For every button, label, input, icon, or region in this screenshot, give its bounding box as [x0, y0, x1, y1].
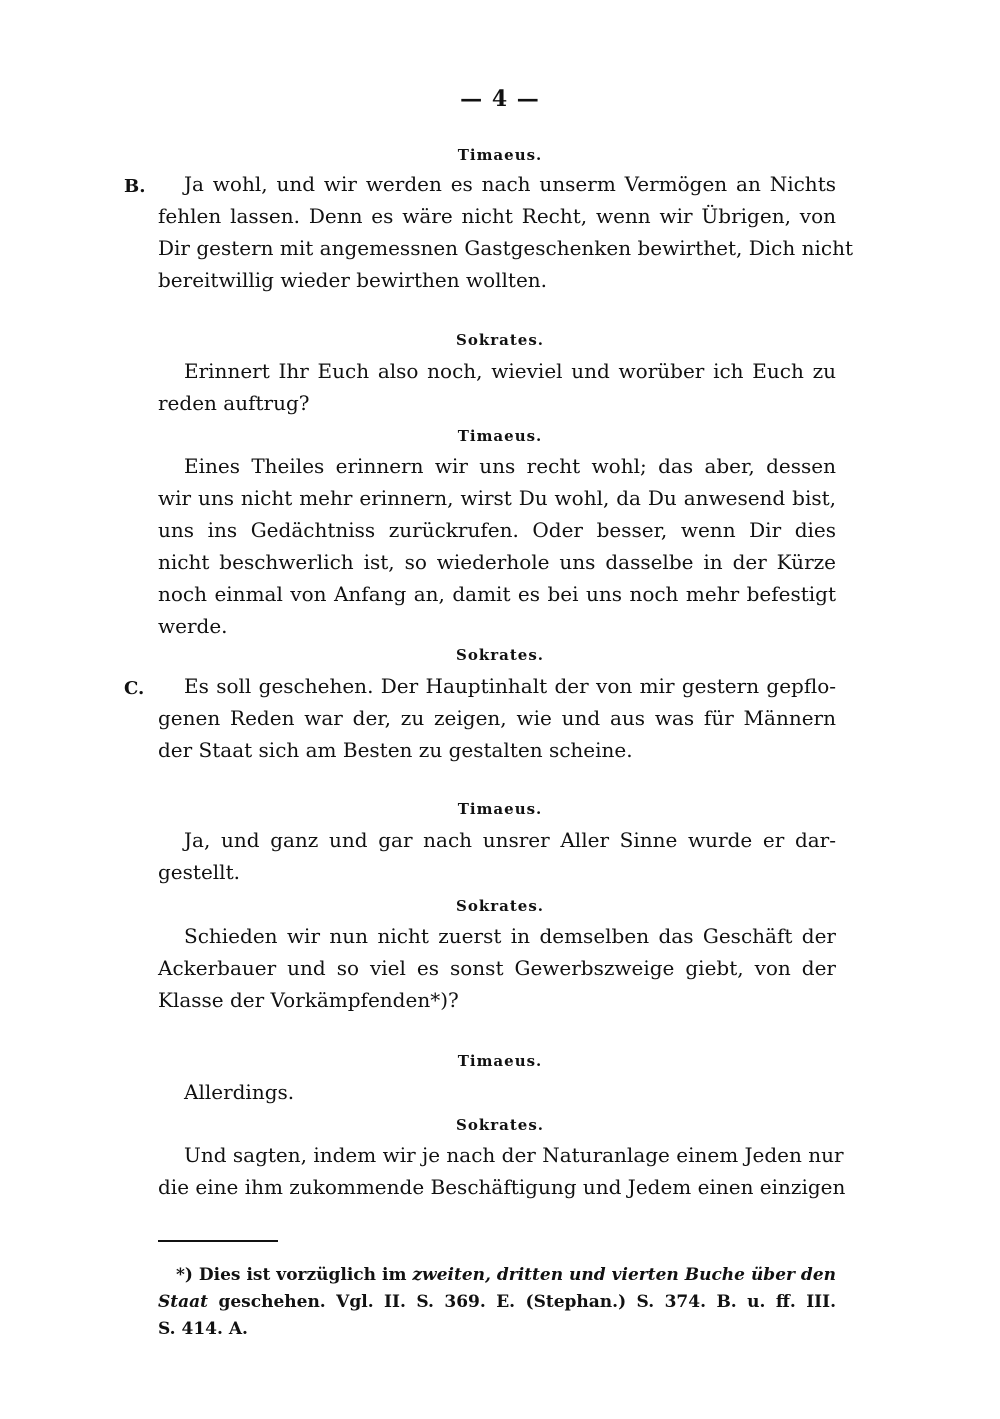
paragraph-7 [158, 1076, 836, 1108]
paragraph-6 [158, 920, 836, 1016]
text-line: Ja, und ganz und gar nach unsrer Aller Sinne wurde er dar- [184, 828, 836, 852]
footnote-rule [158, 1240, 278, 1242]
page-number: — 4 — [460, 86, 540, 112]
text-line: Dir gestern mit angemessnen Gastgeschenken bewirthet, Dich nicht [158, 236, 853, 260]
footnote-line [158, 1289, 836, 1316]
text-line: wir uns nicht mehr erinnern, wirst Du wohl, da Du anwesend bist, [158, 486, 836, 510]
footnote-line [158, 1262, 836, 1289]
footnote-line: S. 414. A. [158, 1319, 248, 1339]
text-line: werde. [158, 614, 228, 638]
speaker-label-sokrates: Sokrates. [456, 897, 544, 915]
text-line: Es soll geschehen. Der Hauptinhalt der von mir gestern gepflo- [184, 674, 836, 698]
speaker-label-sokrates: Sokrates. [456, 646, 544, 664]
text-line: Eines Theiles erinnern wir uns recht wohl; das aber, dessen [184, 454, 836, 478]
paragraph-4 [158, 670, 836, 766]
footnote [158, 1262, 836, 1343]
margin-section-b: B. [124, 176, 146, 197]
footnote-italic-text: Staat [158, 1292, 209, 1312]
speaker-label-timaeus: Timaeus. [457, 427, 543, 445]
margin-section-c: C. [124, 678, 145, 699]
text-line: uns ins Gedächtniss zurückrufen. Oder besser, wenn Dir dies [158, 518, 836, 542]
speaker-label-timaeus: Timaeus. [457, 800, 543, 818]
text-line: der Staat sich am Besten zu gestalten scheine. [158, 738, 633, 762]
text-line: noch einmal von Anfang an, damit es bei uns noch mehr befestigt [158, 582, 836, 606]
text-line: nicht beschwerlich ist, so wiederhole uns dasselbe in der Kürze [158, 550, 836, 574]
text-line: reden auftrug? [158, 391, 310, 415]
speaker-label-sokrates: Sokrates. [456, 331, 544, 349]
text-line: Und sagten, indem wir je nach der Naturanlage einem Jeden nur [184, 1143, 844, 1167]
text-line: genen Reden war der, zu zeigen, wie und aus was für Männern [158, 706, 836, 730]
text-line: Allerdings. [184, 1080, 295, 1104]
footnote-text: geschehen. Vgl. II. S. 369. E. (Stephan.) S. 374. B. u. ff. III. [208, 1292, 836, 1312]
text-line: Ackerbauer und so viel es sonst Gewerbszweige giebt, von der [158, 956, 836, 980]
paragraph-5 [158, 824, 836, 888]
paragraph-1 [158, 168, 853, 296]
text-line: Klasse der Vorkämpfenden*)? [158, 988, 459, 1012]
text-line: Ja wohl, und wir werden es nach unserm Vermögen an Nichts [184, 172, 836, 196]
text-line: Schieden wir nun nicht zuerst in demselben das Geschäft der [184, 924, 836, 948]
text-line: gestellt. [158, 860, 240, 884]
paragraph-8 [158, 1139, 846, 1203]
speaker-label-timaeus: Timaeus. [457, 1052, 543, 1070]
text-line: bereitwillig wieder bewirthen wollten. [158, 268, 548, 292]
text-line: Erinnert Ihr Euch also noch, wieviel und worüber ich Euch zu [184, 359, 836, 383]
footnote-text: *) Dies ist vorzüglich im [176, 1265, 413, 1285]
speaker-label-sokrates: Sokrates. [456, 1116, 544, 1134]
paragraph-2 [158, 355, 836, 419]
footnote-italic-text: zweiten, dritten und vierten Buche über den [412, 1265, 836, 1285]
paragraph-3 [158, 450, 836, 642]
text-line: fehlen lassen. Denn es wäre nicht Recht, wenn wir Übrigen, von [158, 204, 836, 228]
text-line: die eine ihm zukommende Beschäftigung und Jedem einen einzigen [158, 1175, 846, 1199]
speaker-label-timaeus: Timaeus. [457, 146, 543, 164]
